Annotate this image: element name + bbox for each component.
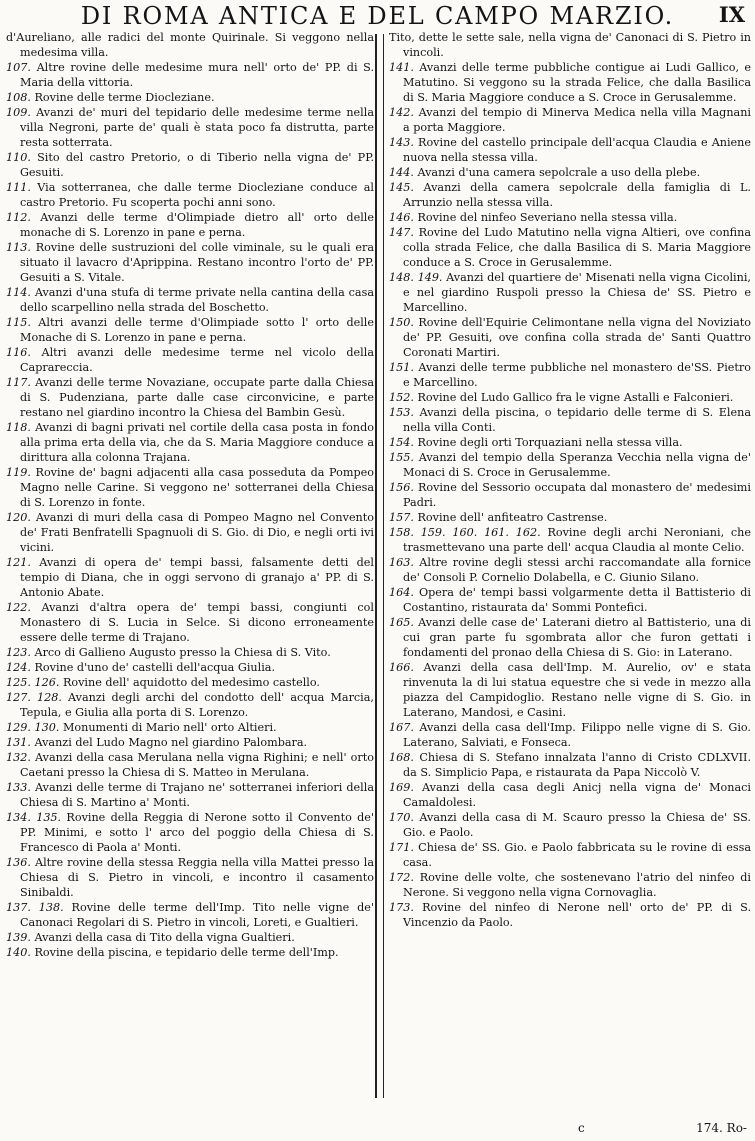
entry-number: 153. [389,406,414,419]
entry-text: Avanzi della camera sepolcrale della famiglia di L. Arrunzio nella stessa villa. [403,181,751,209]
entry-text: Avanzi del quartiere de' Misenati nella vigna Cicolini, e nel giardino Ruspoli presso la Chiesa de' SS. Pietro e Marcellino. [403,271,751,314]
index-entry [6,930,374,945]
index-entry [6,315,374,345]
entry-number: 122. [6,601,31,614]
entry-text: Chiesa di S. Stefano innalzata l'anno di Cristo CDLXVII. da S. Simplicio Papa, e ristaurata da Papa Niccolò V. [403,751,751,779]
index-entry [389,720,751,750]
entry-number: 114. [6,286,31,299]
entry-number: 145. [389,181,414,194]
entry-number: 127. 128. [6,691,62,704]
entry-text: Avanzi della casa dell'Imp. Filippo nelle vigne di S. Gio. Laterano, Salviati, e Fonseca. [403,721,751,749]
index-entry [6,645,374,660]
entry-number: 148. 149. [389,271,443,284]
entry-number: 121. [6,556,31,569]
entry-text: Altre rovine della stessa Reggia nella villa Mattei presso la Chiesa di S. Pietro in vincoli, e incontro il casamento Sinibaldi. [20,856,374,899]
entry-text: Rovine degli orti Torquaziani nella stessa villa. [417,436,683,449]
index-entry [389,615,751,660]
entry-number: 120. [6,511,31,524]
index-entry [6,780,374,810]
index-entry [389,165,751,180]
entry-text: Avanzi della casa dell'Imp. M. Aurelio, ov' e stata rinvenuta la di lui statua equestre che si vede in mezzo alla piazza del Campidoglio. Restano nelle vigne di S. Gio. in Laterano, Mandosi, e Casini. [403,661,751,719]
entry-number: 163. [389,556,414,569]
index-entry [6,510,374,555]
entry-text: Tito, dette le sette sale, nella vigna de' Canonaci di S. Pietro in vincoli. [389,31,751,59]
entry-text: Arco di Gallieno Augusto presso la Chiesa di S. Vito. [34,646,331,659]
entry-number: 110. [6,151,31,164]
index-entry [389,525,751,555]
entry-text: Avanzi di bagni privati nel cortile della casa posta in fondo alla prima erta della via, che da S. Maria Maggiore conduce a dirittura alla colonna Trajana. [20,421,374,464]
index-entry [6,690,374,720]
entry-text: Avanzi de' muri del tepidario delle medesime terme nella villa Negroni, parte de' quali è stata poco fa distrutta, parte resta sotterrata. [20,106,374,149]
entry-text: Avanzi della casa Merulana nella vigna Righini; e nell' orto Caetani presso la Chiesa di S. Matteo in Merulana. [20,751,374,779]
entry-number: 112. [6,211,31,224]
entry-text: Rovine de' bagni adjacenti alla casa posseduta da Pompeo Magno nelle Carine. Si veggono ne' sotterranei della Chiesa di S. Lorenzo in fonte. [20,466,374,509]
index-entry [389,510,751,525]
catchword: 174. Ro- [696,1121,747,1135]
index-entry [389,450,751,480]
entry-number: 117. [6,376,31,389]
entry-number: 152. [389,391,414,404]
index-entry [389,810,751,840]
index-entry [6,855,374,900]
index-entry [389,105,751,135]
signature-mark: c [578,1121,585,1135]
entry-text: Rovine del Ludo Gallico fra le vigne Astalli e Falconieri. [417,391,734,404]
entry-text: Rovine del Ludo Matutino nella vigna Altieri, ove confina colla strada Felice, che dalla Basilica di S. Maria Maggiore conduce a S. Croce in Gerusalemme. [403,226,751,269]
entry-text: Altri avanzi delle terme d'Olimpiade sotto l' orto delle Monache di S. Lorenzo in pane e perna. [20,316,374,344]
index-entry [6,900,374,930]
entry-number: 118. [6,421,31,434]
entry-text: Altre rovine degli stessi archi raccomandate alla fornice de' Consoli P. Cornelio Dolabella, e C. Giunio Silano. [403,556,751,584]
entry-number: 124. [6,661,31,674]
index-entry [389,900,751,930]
index-entry [6,90,374,105]
index-entry [389,840,751,870]
entry-number: 155. [389,451,414,464]
entry-text: Altre rovine delle medesime mura nell' orto de' PP. di S. Maria della vittoria. [20,61,374,89]
index-entry [6,750,374,780]
page-footer [0,1117,755,1139]
index-entry [6,105,374,150]
entry-number: 113. [6,241,31,254]
index-entry [389,30,751,60]
index-entry [389,270,751,315]
entry-number: 156. [389,481,414,494]
index-entry [6,735,374,750]
index-entry [389,480,751,510]
entry-text: Rovine dell'Equirie Celimontane nella vigna del Noviziato de' PP. Gesuiti, ove confina colla strada de' Santi Quattro Coronati Martiri. [403,316,751,359]
entry-number: 123. [6,646,31,659]
entry-text: Rovine del Sessorio occupata dal monastero de' medesimi Padri. [403,481,751,509]
entry-number: 171. [389,841,414,854]
entry-number: 111. [6,181,31,194]
entry-text: Avanzi della casa di M. Scauro presso la Chiesa de' SS. Gio. e Paolo. [403,811,751,839]
entry-number: 140. [6,946,31,959]
entry-text: Rovine degli archi Neroniani, che trasmettevano una parte dell' acqua Claudia al monte Celio. [403,526,751,554]
entry-number: 115. [6,316,31,329]
entry-number: 165. [389,616,414,629]
entry-text: Avanzi delle case de' Laterani dietro al Battisterio, una di cui gran parte fu sgombrata allor che furon gettati i fondamenti del pronao della Chiesa di S. Gio: in Laterano. [403,616,751,659]
index-entry [6,465,374,510]
index-entry [6,240,374,285]
entry-text: Avanzi d'una camera sepolcrale a uso della plebe. [417,166,701,179]
entry-number: 116. [6,346,31,359]
entry-text: Rovine delle volte, che sostenevano l'atrio del ninfeo di Nerone. Si veggono nella vigna Cornovaglia. [403,871,751,899]
index-entry [6,720,374,735]
entry-number: 107. [6,61,31,74]
index-entry [389,660,751,720]
entry-number: 172. [389,871,414,884]
entry-number: 164. [389,586,414,599]
entry-text: Rovine della piscina, e tepidario delle terme dell'Imp. [34,946,339,959]
entry-text: Avanzi degli archi del condotto dell' acqua Marcia, Tepula, e Giulia alla porta di S. Lorenzo. [20,691,374,719]
entry-number: 132. [6,751,31,764]
index-entry [389,180,751,210]
entry-text: Avanzi delle terme Novaziane, occupate parte dalla Chiesa di S. Pudenziana, parte dalle case circonvicine, e parte restano nel giardino incontro la Chiesa del Bambin Gesù. [20,376,374,419]
entry-text: Avanzi delle terme di Trajano ne' sotterranei inferiori della Chiesa di S. Martino a' Monti. [20,781,374,809]
entry-number: 150. [389,316,414,329]
entry-number: 136. [6,856,31,869]
entry-text: Avanzi delle terme pubbliche contigue ai Ludi Gallico, e Matutino. Si veggono su la strada Felice, che dalla Basilica di S. Maria Maggiore conduce a S. Croce in Gerusalemme. [403,61,751,104]
entry-number: 151. [389,361,414,374]
entry-number: 169. [389,781,414,794]
entry-text: Avanzi della casa degli Anicj nella vigna de' Monaci Camaldolesi. [403,781,751,809]
index-entry [389,135,751,165]
entry-number: 119. [6,466,31,479]
entry-text: Rovine del ninfeo Severiano nella stessa villa. [417,211,678,224]
entry-number: 154. [389,436,414,449]
entry-number: 137. 138. [6,901,64,914]
entry-number: 146. [389,211,414,224]
index-entry [6,180,374,210]
index-entry [6,660,374,675]
entry-text: Avanzi d'una stufa di terme private nella cantina della casa dello scarpellino nella strada del Boschetto. [20,286,374,314]
index-entry [6,150,374,180]
left-column [6,30,374,1110]
index-entry [389,60,751,105]
entry-number: 108. [6,91,31,104]
entry-text: Rovine del ninfeo di Nerone nell' orto de' PP. di S. Vincenzio da Paolo. [403,901,751,929]
index-entry [6,600,374,645]
index-entry [6,675,374,690]
entry-number: 170. [389,811,414,824]
entry-text: Rovine dell' aquidotto del medesimo castello. [62,676,320,689]
entry-text: Avanzi della piscina, o tepidario delle terme di S. Elena nella villa Conti. [403,406,751,434]
entry-text: Chiesa de' SS. Gio. e Paolo fabbricata su le rovine di essa casa. [403,841,751,869]
index-entry [6,345,374,375]
index-entry [6,30,374,60]
entry-text: Avanzi di opera de' tempi bassi, falsamente detti del tempio di Diana, che in oggi servono di granajo a' PP. di S. Antonio Abate. [20,556,374,599]
index-entry [6,60,374,90]
index-entry [389,555,751,585]
entry-text: Rovine dell' anfiteatro Castrense. [417,511,608,524]
entry-text: Sito del castro Pretorio, o di Tiberio nella vigna de' PP. Gesuiti. [20,151,374,179]
entry-text: Monumenti di Mario nell' orto Altieri. [62,721,277,734]
entry-number: 129. 130. [6,721,60,734]
entry-text: d'Aureliano, alle radici del monte Quirinale. Si veggono nella medesima villa. [6,31,374,59]
index-entry [389,360,751,390]
entry-number: 143. [389,136,414,149]
entry-text: Rovine delle terme dell'Imp. Tito nelle vigne de' Canonaci Regolari di S. Pietro in vincoli, Loreti, e Gualtieri. [20,901,374,929]
entry-text: Rovine delle sustruzioni del colle viminale, su le quali era situato il lavacro d'Aprippina. Restano incontro l'orto de' PP. Gesuiti a S. Vitale. [20,241,374,284]
entry-number: 144. [389,166,414,179]
index-entry [6,375,374,420]
entry-text: Rovine delle terme Diocleziane. [34,91,215,104]
index-entry [6,420,374,465]
entry-number: 147. [389,226,414,239]
entry-number: 139. [6,931,31,944]
entry-text: Avanzi delle terme pubbliche nel monastero de'SS. Pietro e Marcellino. [403,361,751,389]
entry-number: 133. [6,781,31,794]
index-entry [389,390,751,405]
entry-text: Altri avanzi delle medesime terme nel vicolo della Caprareccia. [20,346,374,374]
index-entry [389,405,751,435]
index-entry [6,285,374,315]
index-entry [389,750,751,780]
index-entry [389,210,751,225]
index-entry [389,315,751,360]
entry-number: 131. [6,736,31,749]
running-title: DI ROMA ANTICA E DEL CAMPO MARZIO. [80,2,675,30]
entry-text: Avanzi del Ludo Magno nel giardino Palombara. [34,736,308,749]
index-entry [6,555,374,600]
entry-number: 166. [389,661,414,674]
entry-number: 125. 126. [6,676,60,689]
entry-text: Opera de' tempi bassi volgarmente detta il Battisterio di Costantino, ristaurata da' Sommi Pontefici. [403,586,751,614]
entry-number: 109. [6,106,31,119]
entry-text: Rovine della Reggia di Nerone sotto il Convento de' PP. Minimi, e sotto l' arco del poggio della Chiesa di S. Francesco di Paola a' Monti. [20,811,374,854]
index-entry [6,945,374,960]
entry-number: 141. [389,61,414,74]
index-entry [389,585,751,615]
index-entry [389,870,751,900]
entry-text: Rovine del castello principale dell'acqua Claudia e Aniene nuova nella stessa villa. [403,136,751,164]
index-entry [389,225,751,270]
entry-text: Avanzi delle terme d'Olimpiade dietro all' orto delle monache di S. Lorenzo in pane e perna. [20,211,374,239]
entry-number: 173. [389,901,414,914]
entry-text: Avanzi della casa di Tito della vigna Gualtieri. [34,931,295,944]
column-divider [375,34,384,1098]
entry-text: Avanzi del tempio di Minerva Medica nella villa Magnani a porta Maggiore. [403,106,751,134]
entry-number: 134. 135. [6,811,62,824]
index-entry [389,435,751,450]
right-column [389,30,751,1110]
index-entry [6,810,374,855]
page-number: IX [718,2,745,27]
entry-number: 157. [389,511,414,524]
entry-number: 168. [389,751,414,764]
entry-text: Avanzi del tempio della Speranza Vecchia nella vigna de' Monaci di S. Croce in Gerusalemme. [403,451,751,479]
index-entry [6,210,374,240]
entry-text: Via sotterranea, che dalle terme Diocleziane conduce al castro Pretorio. Fu scoperta pochi anni sono. [20,181,374,209]
entry-text: Rovine d'uno de' castelli dell'acqua Giulia. [34,661,276,674]
index-entry [389,780,751,810]
entry-number: 158. 159. 160. 161. 162. [389,526,541,539]
entry-number: 167. [389,721,414,734]
page-header [0,0,755,34]
entry-number: 142. [389,106,414,119]
entry-text: Avanzi d'altra opera de' tempi bassi, congiunti col Monastero di S. Lucia in Selce. Si dicono erroneamente essere delle terme di Trajano. [20,601,374,644]
entry-text: Avanzi di muri della casa di Pompeo Magno nel Convento de' Frati Benfratelli Spagnuoli di S. Gio. di Dio, e negli orti ivi vicini. [20,511,374,554]
